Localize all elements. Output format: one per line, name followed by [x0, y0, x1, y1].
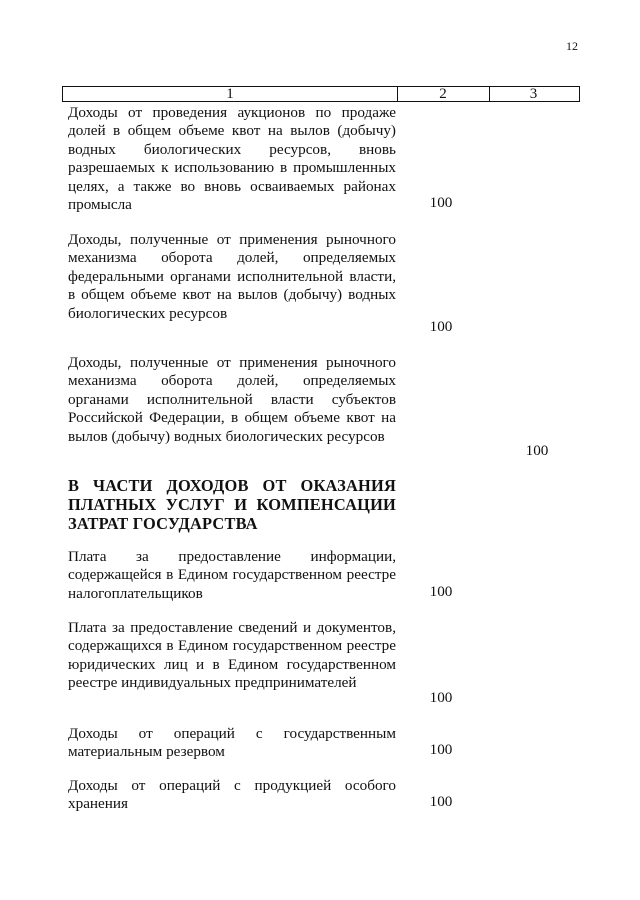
row-description: Плата за предоставление информации, содержащейся в Едином государственном реестре налогоплательщиков — [68, 548, 396, 602]
row-description: Доходы, полученные от применения рыночного механизма оборота долей, определяемых федеральными органами исполнительной власти, в общем объеме квот на вылов (добычу) водных биологических ресурсов — [68, 231, 396, 322]
table-header — [62, 86, 580, 102]
row-value-col2: 100 — [429, 318, 453, 335]
row-value-col2: 100 — [429, 583, 453, 600]
header-col-3: 3 — [529, 86, 538, 102]
header-col-1: 1 — [63, 87, 398, 101]
row-value-col2: 100 — [429, 793, 453, 810]
row-description: Доходы от операций с государственным материальным резервом — [68, 725, 396, 761]
row-value-col3: 100 — [525, 442, 549, 459]
row-value-col2: 100 — [429, 689, 453, 706]
row-value-col2: 100 — [429, 194, 453, 211]
row-description: Плата за предоставление сведений и документов, содержащихся в Едином государственном реестре юридических лиц и в Едином государственном реестре индивидуальных предпринимателей — [68, 619, 396, 692]
row-description: Доходы от операций с продукцией особого хранения — [68, 777, 396, 813]
page-number: 12 — [566, 39, 578, 53]
row-description: Доходы, полученные от применения рыночного механизма оборота долей, определяемых органами исполнительной власти субъектов Российской Федерации, в общем объеме квот на вылов (добычу) водных биологических ресурсов — [68, 354, 396, 445]
section-heading: В ЧАСТИ ДОХОДОВ ОТ ОКАЗАНИЯ ПЛАТНЫХ УСЛУГ И КОМПЕНСАЦИИ ЗАТРАТ ГОСУДАРСТВА — [68, 476, 396, 533]
header-col-2: 2 — [397, 87, 490, 101]
row-value-col2: 100 — [429, 741, 453, 758]
row-description: Доходы от проведения аукционов по продаже долей в общем объеме квот на вылов (добычу) водных биологических ресурсов, вновь разрешаемых к использованию в промышленных целях, а также во вновь осваиваемых районах промысла — [68, 104, 396, 214]
